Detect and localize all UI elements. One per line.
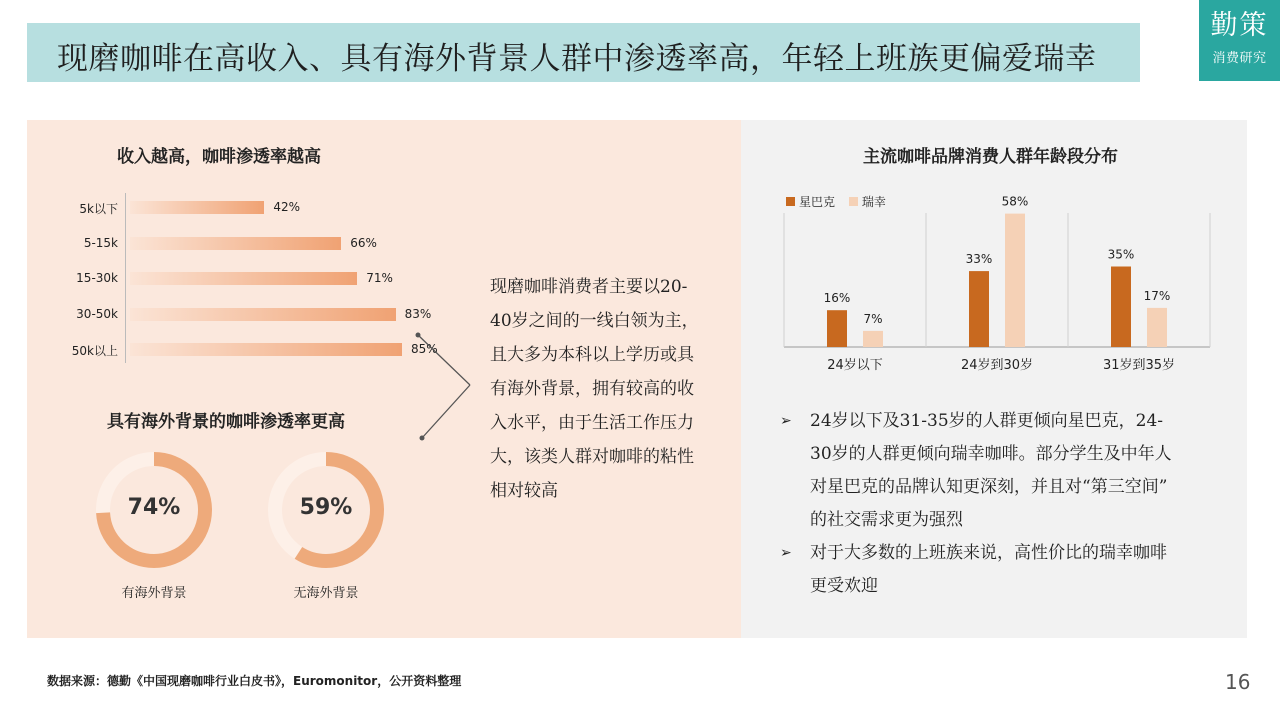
- summary-line: 大，该类人群对咖啡的粘性: [490, 447, 694, 467]
- donut-value: 59%: [299, 495, 353, 520]
- donut-chart: [95, 451, 213, 569]
- bar-value-label: 58%: [1001, 194, 1029, 209]
- income-value-label: 85%: [411, 342, 438, 356]
- bullet-line: 对星巴克的品牌认知更深刻，并且对“第三空间”: [810, 477, 1168, 497]
- income-bar: [130, 308, 396, 321]
- x-tick-label: 24岁到30岁: [960, 358, 1034, 373]
- bracket-connector: [410, 330, 480, 450]
- bar-luckin: [1147, 308, 1167, 347]
- bullet-line: 对于大多数的上班族来说，高性价比的瑞幸咖啡: [810, 543, 1167, 563]
- income-axis-line: [125, 193, 126, 363]
- income-value-label: 66%: [350, 235, 377, 250]
- bullet-item: [780, 537, 1220, 603]
- income-tick-label: 5k以下: [79, 202, 118, 216]
- legend-swatch-luckin: [849, 197, 858, 206]
- page-title: 现磨咖啡在高收入、具有海外背景人群中渗透率高，年轻上班族更偏爱瑞幸: [57, 41, 1097, 77]
- income-tick-label: 15-30k: [76, 271, 118, 285]
- income-value-label: 71%: [366, 271, 393, 285]
- bullet-line: 更受欢迎: [810, 576, 878, 596]
- income-tick-label: 50k以上: [71, 344, 118, 358]
- income-chart-title: 收入越高，咖啡渗透率越高: [117, 147, 321, 167]
- summary-line: 相对较高: [490, 481, 558, 501]
- age-chart-legend: [786, 193, 896, 210]
- income-bar: [130, 272, 357, 285]
- logo-subtitle: 消费研究: [1212, 51, 1267, 66]
- summary-line: 且大多为本科以上学历或具: [490, 345, 694, 365]
- donut-chart: [267, 451, 385, 569]
- income-bar: [130, 343, 402, 356]
- legend-label-luckin: 瑞幸: [861, 195, 886, 209]
- overseas-chart-title: 具有海外背景的咖啡渗透率更高: [107, 412, 345, 432]
- legend-swatch-starbucks: [786, 197, 795, 206]
- donut-caption: 无海外背景: [293, 586, 359, 601]
- income-bar: [130, 237, 341, 250]
- bar-starbucks: [1111, 267, 1131, 348]
- bullet-line: 30岁的人群更倾向瑞幸咖啡。部分学生及中年人: [810, 444, 1172, 464]
- bar-value-label: 16%: [823, 291, 851, 306]
- bar-luckin: [1005, 214, 1025, 347]
- bullet-line: 的社交需求更为强烈: [810, 510, 963, 530]
- age-chart-title: 主流咖啡品牌消费人群年龄段分布: [863, 147, 1118, 167]
- bar-starbucks: [969, 271, 989, 347]
- bar-value-label: 33%: [965, 252, 993, 267]
- legend-item-luckin: [849, 193, 886, 210]
- x-tick-label: 31岁到35岁: [1102, 358, 1176, 373]
- bar-luckin: [863, 331, 883, 347]
- income-value-label: 83%: [404, 306, 432, 321]
- brand-logo: [1199, 0, 1280, 81]
- bullet-line: 24岁以下及31-35岁的人群更倾向星巴克，24-: [810, 411, 1164, 431]
- donut-caption: 有海外背景: [121, 586, 187, 601]
- page-number: 16: [1225, 670, 1251, 694]
- income-tick-label: 30-50k: [76, 306, 118, 321]
- summary-line: 入水平，由于生活工作压力: [490, 413, 694, 433]
- age-bar-chart: [780, 185, 1220, 385]
- summary-line: 现磨咖啡消费者主要以20-: [490, 277, 688, 297]
- summary-line: 有海外背景，拥有较高的收: [490, 379, 694, 399]
- insight-bullets: [780, 405, 1220, 603]
- income-value-label: 42%: [273, 200, 301, 214]
- bar-value-label: 7%: [863, 311, 883, 326]
- summary-line: 40岁之间的一线白领为主，: [490, 311, 699, 331]
- bullet-arrow-icon: ➢: [780, 545, 792, 561]
- bar-starbucks: [827, 310, 847, 347]
- bar-value-label: 35%: [1107, 247, 1135, 262]
- donut-value: 74%: [127, 495, 181, 520]
- income-bar: [130, 201, 264, 214]
- logo-name: 勤策: [1210, 10, 1269, 41]
- x-tick-label: 24岁以下: [827, 358, 883, 373]
- bullet-item: [780, 405, 1220, 537]
- legend-label-starbucks: 星巴克: [799, 195, 836, 209]
- data-source: 数据来源：德勤《中国现磨咖啡行业白皮书》，Euromonitor，公开资料整理: [47, 674, 462, 688]
- summary-paragraph: [490, 270, 730, 508]
- income-bar-chart: [40, 193, 438, 373]
- legend-item-starbucks: [786, 193, 835, 210]
- income-tick-label: 5-15k: [83, 235, 118, 250]
- age-chart-svg: [780, 185, 1220, 385]
- title-band: [27, 23, 1140, 82]
- bar-value-label: 17%: [1143, 288, 1171, 303]
- bullet-arrow-icon: ➢: [780, 413, 792, 429]
